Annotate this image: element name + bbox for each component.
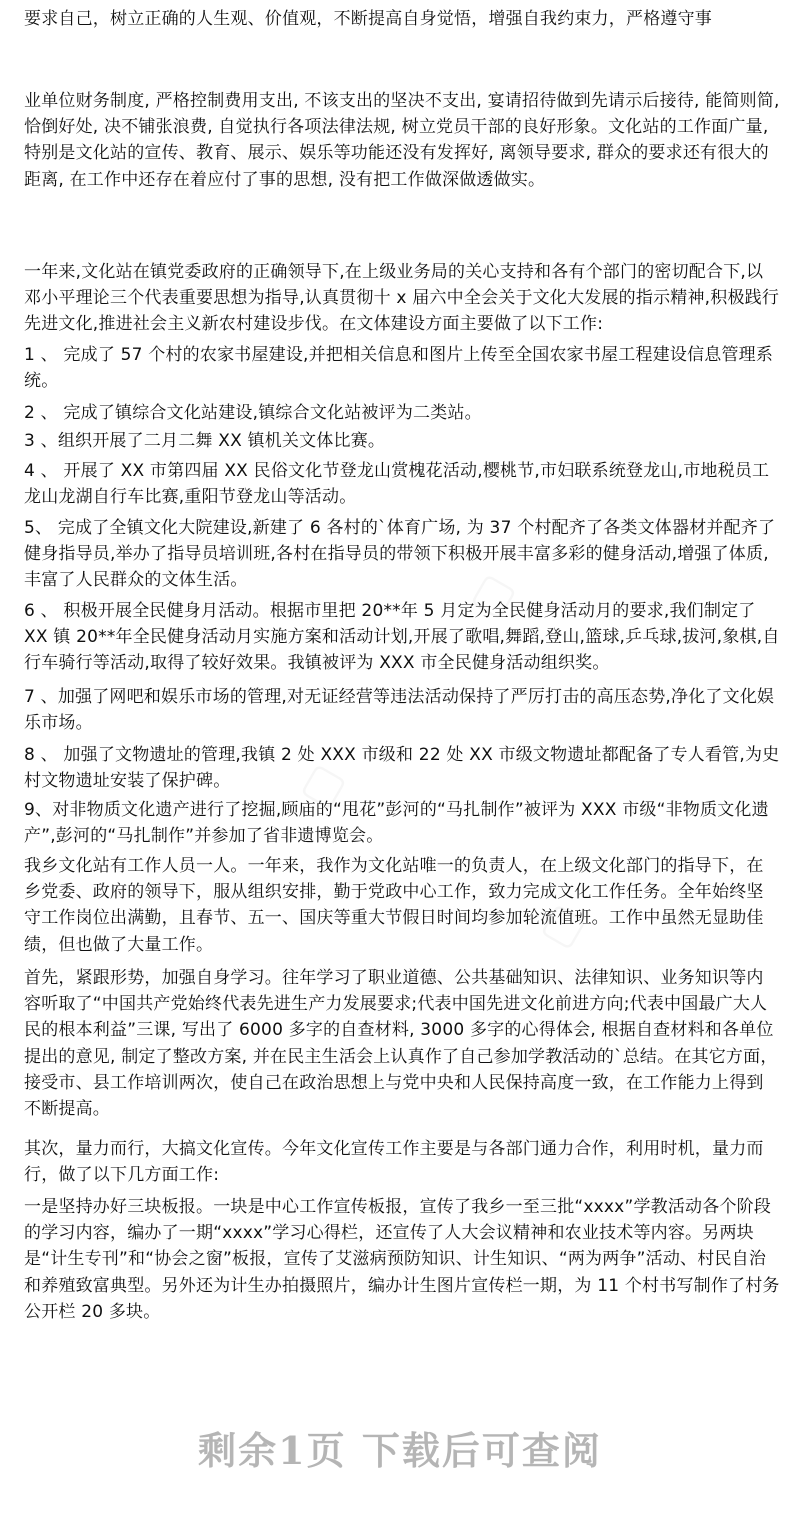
paragraph: 我乡文化站有工作人员一人。一年来，我作为文化站唯一的负责人，在上级文化部门的指导下，在乡党委、政府的领导下，服从组织安排，勤于党政中心工作，致力完成文化工作任务。全年始终坚守工作岗位出满勤，且春节、五一、国庆等重大节假日时间均参加轮流值班。工作中虽然无显助佳绩，但也做了大量工作。 bbox=[24, 856, 764, 955]
download-prompt-banner[interactable]: 剩余1页 下载后可查阅 bbox=[198, 1428, 602, 1473]
paragraph: 3 、组织开展了二月二舞 XX 镇机关文体比赛。 bbox=[24, 431, 386, 451]
paragraph: 一是坚持办好三块板报。一块是中心工作宣传板报，宣传了我乡一至三批“xxxx”学教活动各个阶段的学习内容，编办了一期“xxxx”学习心得栏，还宣传了人大会议精神和农业技术等内容。另两块是“计生专刊”和“协会之窗”板报，宣传了艾滋病预防知识、计生知识、“两为两争”活动、村民自治和养殖致富典型。另外还为计生办拍摄照片，编办计生图片宣传栏一期，为 11 个村书写制作了村务公开栏 20 多块。 bbox=[24, 1197, 780, 1322]
paragraph: 8 、 加强了文物遗址的管理,我镇 2 处 XXX 市级和 22 处 XX 市级文物遗址都配备了专人看管,为史村文物遗址安装了保护碑。 bbox=[24, 745, 780, 792]
paragraph: 4 、 开展了 XX 市第四届 XX 民俗文化节登龙山赏槐花活动,樱桃节,市妇联系统登龙山,市地税员工龙山龙湖自行车比赛,重阳节登龙山等活动。 bbox=[24, 461, 770, 508]
paragraph: 2 、 完成了镇综合文化站建设,镇综合文化站被评为二类站。 bbox=[24, 403, 482, 423]
paragraph: 业单位财务制度, 严格控制费用支出, 不该支出的坚决不支出, 宴请招待做到先请示后接待, 能简则简, 恰倒好处, 决不铺张浪费, 自觉执行各项法律法规, 树立党员干部的良好形象。文化站的工作面广量, 特别是文化站的宣传、教育、展示、娱乐等功能还没有发挥好, 离领导要求, 群众的要求还有很大的距离, 在工作中还存在着应付了事的思想, 没有把工作做深做透做实。 bbox=[24, 91, 780, 190]
paragraph: 1 、 完成了 57 个村的农家书屋建设,并把相关信息和图片上传至全国农家书屋工程建设信息管理系统。 bbox=[24, 345, 774, 392]
paragraph: 5、 完成了全镇文化大院建设,新建了 6 各村的`体育广场, 为 37 个村配齐了各类文体器材并配齐了健身指导员,举办了指导员培训班,各村在指导员的带领下积极开展丰富多彩的健身活动,增强了体质,丰富了人民群众的文体生活。 bbox=[24, 518, 776, 591]
paragraph: 其次，量力而行，大搞文化宣传。今年文化宣传工作主要是与各部门通力合作，利用时机，量力而行，做了以下几方面工作: bbox=[24, 1139, 764, 1186]
paragraph: 首先，紧跟形势，加强自身学习。往年学习了职业道德、公共基础知识、法律知识、业务知识等内容听取了“中国共产党始终代表先进生产力发展要求;代表中国先进文化前进方向;代表中国最广大人民的根本利益”三课, 写出了 6000 多字的自查材料, 3000 多字的心得体会, 根据自查材料和各单位提出的意见, 制定了整改方案, 并在民主生活会上认真作了自己参加学教活动的`总结。在其它方面，接受市、县工作培训两次，使自己在政治思想上与党中央和人民保持高度一致，在工作能力上得到不断提高。 bbox=[24, 968, 778, 1120]
paragraph: 9、对非物质文化遗产进行了挖掘,顾庙的“甩花”彭河的“马扎制作”被评为 XXX 市级“非物质文化遗产”,彭河的“马扎制作”并参加了省非遗博览会。 bbox=[24, 800, 769, 847]
paragraph: 6 、 积极开展全民健身月活动。根据市里把 20**年 5 月定为全民健身活动月的要求,我们制定了 XX 镇 20**年全民健身活动月实施方案和活动计划,开展了歌唱,舞蹈,登山,篮球,乒乓球,拔河,象棋,自行车骑行等活动,取得了较好效果。我镇被评为 XXX 市全民健身活动组织奖。 bbox=[24, 601, 780, 674]
cut-off-line: 要求自己，树立正确的人生观、价值观，不断提高自身觉悟，增强自我约束力，严格遵守事 bbox=[24, 9, 712, 29]
paragraph: 一年来,文化站在镇党委政府的正确领导下,在上级业务局的关心支持和各有个部门的密切配合下,以邓小平理论三个代表重要思想为指导,认真贯彻十 x 届六中全会关于文化大发展的指示精神,积极践行先进文化,推进社会主义新农村建设步伐。在文体建设方面主要做了以下工作: bbox=[24, 262, 780, 335]
paragraph: 7 、加强了网吧和娱乐市场的管理,对无证经营等违法活动保持了严厉打击的高压态势,净化了文化娱乐市场。 bbox=[24, 687, 775, 734]
